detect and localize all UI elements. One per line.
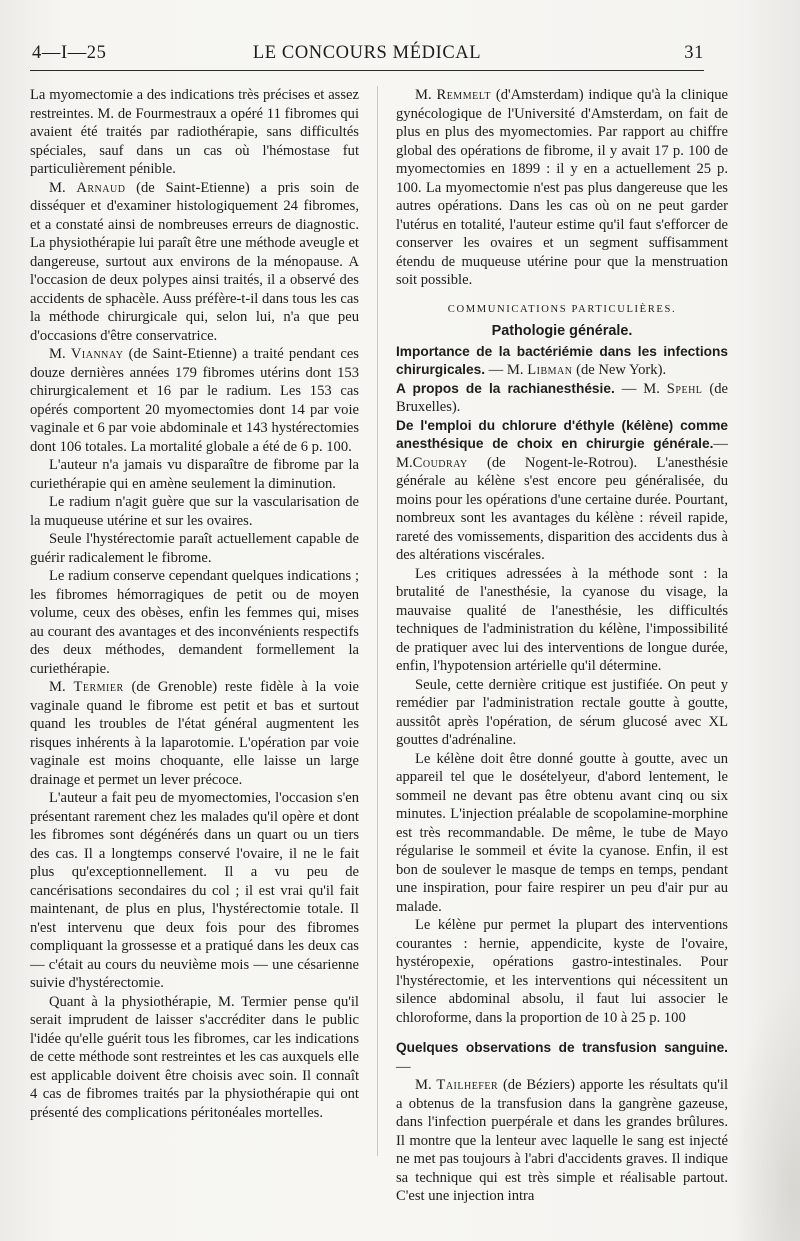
- paragraph: Seule l'hystérectomie paraît actuellement capable de guérir radicalement le fibrome.: [30, 531, 359, 566]
- author-name: Termier: [73, 679, 124, 695]
- paragraph: [30, 179, 359, 346]
- item-title: A propos de la rachianesthésie.: [396, 380, 615, 396]
- paragraph: [396, 86, 728, 290]
- separator: —M.: [396, 436, 728, 471]
- paragraph: Le radium conserve cependant quelques indications ; les fibromes hémorragiques de petit ou de moyen volume, ceux des obèses, enfin les femmes qui, mises au courant des avantages et des inconvénients respectifs des deux méthodes, demandent formellement la curiethérapie.: [30, 568, 359, 677]
- paragraph: [396, 1076, 728, 1206]
- column-divider: [377, 86, 378, 1156]
- paragraph: [30, 345, 359, 456]
- paragraph: L'auteur a fait peu de myomectomies, l'occasion s'en présentant rarement chez les malades qu'il opère et dont les fibromes sont dégénérés dans un quart ou un tiers des cas. Il a longtemps conservé l'ovaire, il ne le fait plus qu'exceptionnellement. Il a vu peu de cancérisations secondaires du col ; il est vrai qu'il fait maintenant, de plus en plus, l'hystérectomie totale. Il n'est intervenu que deux fois pour des fibromes compliquant la grossesse et a pratiqué dans les deux cas — c'était au cours du neuvième mois — une césarienne suivie d'hystérectomie.: [30, 790, 359, 991]
- author-name: Arnaud: [76, 179, 126, 196]
- communication-item: [396, 343, 728, 380]
- paragraph: Le kélène doit être donné goutte à goutte, avec un appareil tel que le dosételyeur, d'abord lentement, le sommeil ne devant pas être obtenu avant cinq ou six minutes. L'injection préalable de scopolamine-morphine est très recommandable. De même, le tube de Mayo régularise le sommeil et évite la cyanose. Enfin, il est bon de soulever le masque de temps en temps, pendant une inspiration, pour faire respirer un peu d'air pur au malade.: [396, 750, 728, 915]
- communication-item: [396, 1039, 728, 1076]
- left-column: [30, 86, 359, 1122]
- separator: — M.: [621, 380, 660, 397]
- item-title: De l'emploi du chlorure d'éthyle (kélène) comme anesthésique de choix en chirurgie générale.: [396, 417, 728, 451]
- author-name: Remmelt: [436, 87, 492, 103]
- separator: — M.: [488, 362, 524, 378]
- author-name: Libman: [527, 362, 573, 378]
- paragraph: La myomectomie a des indications très précises et assez restreintes. M. de Fourmestraux a opéré 11 fibromes qui avaient été traités par radiothérapie, sans difficultés spéciales, sauf dans un cas où l'hémostase fut particulièrement pénible.: [30, 87, 359, 177]
- paragraph-text: (de Nogent-le-Rotrou). L'anesthésie générale au kélène s'est encore peu généralisée, du moins pour les opérations d'une certaine durée. Pourtant, nombreux sont les avantages du kélène : réveil rapide, rareté des vomissements, disparition des accidents dus à des altérations viscérales.: [396, 454, 728, 563]
- author-name: Viannay: [70, 346, 124, 362]
- issue-date: 4—I—25: [32, 43, 107, 63]
- paragraph: Quant à la physiothérapie, M. Termier pense qu'il serait imprudent de laisser s'accréditer dans le public l'idée qu'elle guérit tous les fibromes, car les indications de cette méthode sont restreintes et les cas auxquels elle est applicable doivent être choisis avec soin. Il connaît 4 cas de fibromes traités par la physiothérapie qui ont présenté des complications péritonéales mortelles.: [30, 993, 359, 1121]
- communication-item: [396, 380, 728, 417]
- section-title: Pathologie générale.: [491, 323, 633, 339]
- paragraph: Seule, cette dernière critique est justifiée. On peut y remédier par l'administration rectale goutte à goutte, aussitôt après l'opération, de sérum glucosé avec XL gouttes d'adrénaline.: [396, 676, 728, 748]
- prefix: M.: [415, 87, 432, 103]
- prefix: M.: [49, 346, 66, 362]
- section-kicker: COMMUNICATIONS PARTICULIÈRES.: [447, 303, 677, 315]
- right-column: [396, 86, 728, 1206]
- prefix: M.: [49, 679, 66, 695]
- running-header: [30, 40, 704, 71]
- paragraph: Le radium n'agit guère que sur la vascularisation de la muqueuse utérine et sur les ovaires.: [30, 494, 359, 529]
- author-name: Coudray: [412, 454, 468, 471]
- paragraph-text: (de Grenoble) reste fidèle à la voie vaginale quand le fibrome est petit et bas et surtout quand les troubles de l'état général augmentent les risques inhérents à la laparotomie. L'opération par voie vaginale est moins choquante, elle laisse un large drainage et permet un lever précoce.: [30, 679, 359, 788]
- item-title: Quelques observations de transfusion sanguine.: [396, 1040, 728, 1055]
- page-number: 31: [684, 43, 704, 63]
- paragraph-text: (de Saint-Etienne) a pris soin de disséquer et d'examiner histologiquement 24 fibromes, et a constaté ainsi de nombreuses erreurs de diagnostic. La physiothérapie lui paraît être une méthode aveugle et dangereuse, surtout aux environs de la ménopause. A l'occasion de deux polypes ainsi traités, il a observé des accidents de sphacèle. Auss préfère-t-il dans tous les cas la méthode chirurgicale qui, selon lui, n'a que peu d'occasions d'être conservatrice.: [30, 179, 360, 344]
- prefix: M.: [49, 179, 66, 196]
- paragraph: Le kélène pur permet la plupart des interventions courantes : hernie, appendicite, kyste de l'ovaire, hystéropexie, opérations gastro-intestinales. Pour l'hystérectomie, et les interventions qui nécessitent un silence abdominal absolu, il faut lui associer le chloroforme, dans la proportion de 10 à 25 p. 100: [396, 917, 728, 1026]
- affiliation: (de New York).: [576, 362, 667, 378]
- paragraph: [30, 678, 359, 789]
- paragraph-text: (de Béziers) apporte les résultats qu'il a obtenus de la transfusion dans la gangrène gazeuse, dans l'infection puerpérale et dans les grandes brûlures. Il montre que la lenteur avec laquelle le sang est injecté ne met pas toujours à l'abri d'accidents graves. Il indique sa technique qui est très simple et réalisable partout. C'est une injection intra: [396, 1077, 728, 1204]
- communication-item: [396, 417, 728, 565]
- author-name: Tailhefer: [436, 1077, 499, 1093]
- paragraph-text: (d'Amsterdam) indique qu'à la clinique gynécologique de l'Université d'Amsterdam, on fait de plus en plus des myomectomies. Par rapport au chiffre global des opérations de fibrome, il y avait 17 p. 100 de myomectomies en 1899 : il y en a actuellement 25 p. 100. La myomectomie n'est pas plus dangereuse que les autres opérations. Dans les cas où on ne peut garder l'utérus en totalité, l'auteur estime qu'il faut s'efforcer de conserver les ovaires et un segment suffisamment étendu de muqueuse utérine pour que la menstruation soit possible.: [396, 87, 728, 288]
- author-name: Spehl: [666, 380, 703, 397]
- journal-title: LE CONCOURS MÉDICAL: [252, 43, 482, 63]
- paragraph: L'auteur n'a jamais vu disparaître de fibrome par la curiethérapie qui en amène seulement la diminution.: [30, 457, 359, 492]
- affiliation: (de Bruxelles).: [396, 380, 728, 415]
- scan-shadow: [730, 981, 800, 1241]
- spacer: [396, 1027, 728, 1039]
- item-title: Importance de la bactériémie dans les infections chirurgicales.: [396, 343, 728, 377]
- prefix: M.: [415, 1077, 432, 1093]
- paragraph-text: (de Saint-Etienne) a traité pendant ces douze dernières années 179 fibromes utérins dont 153 chirurgicalement et 16 par le radium. Les 153 cas opérés comportent 20 myomectomies dont 14 par voie vaginale et 6 par voie abdominale et 143 hystérectomies dont 106 totales. La mortalité globale a été de 6 p. 100.: [30, 346, 359, 455]
- paragraph: Les critiques adressées à la méthode sont : la brutalité de l'anesthésie, la cyanose du visage, la mauvaise qualité de l'anesthésie, les difficultés techniques de l'administration du kélène, l'impossibilité de pratiquer avec lui des interventions de longue durée, enfin, l'hypotension artérielle qu'il détermine.: [396, 565, 728, 674]
- separator: —: [396, 1058, 411, 1075]
